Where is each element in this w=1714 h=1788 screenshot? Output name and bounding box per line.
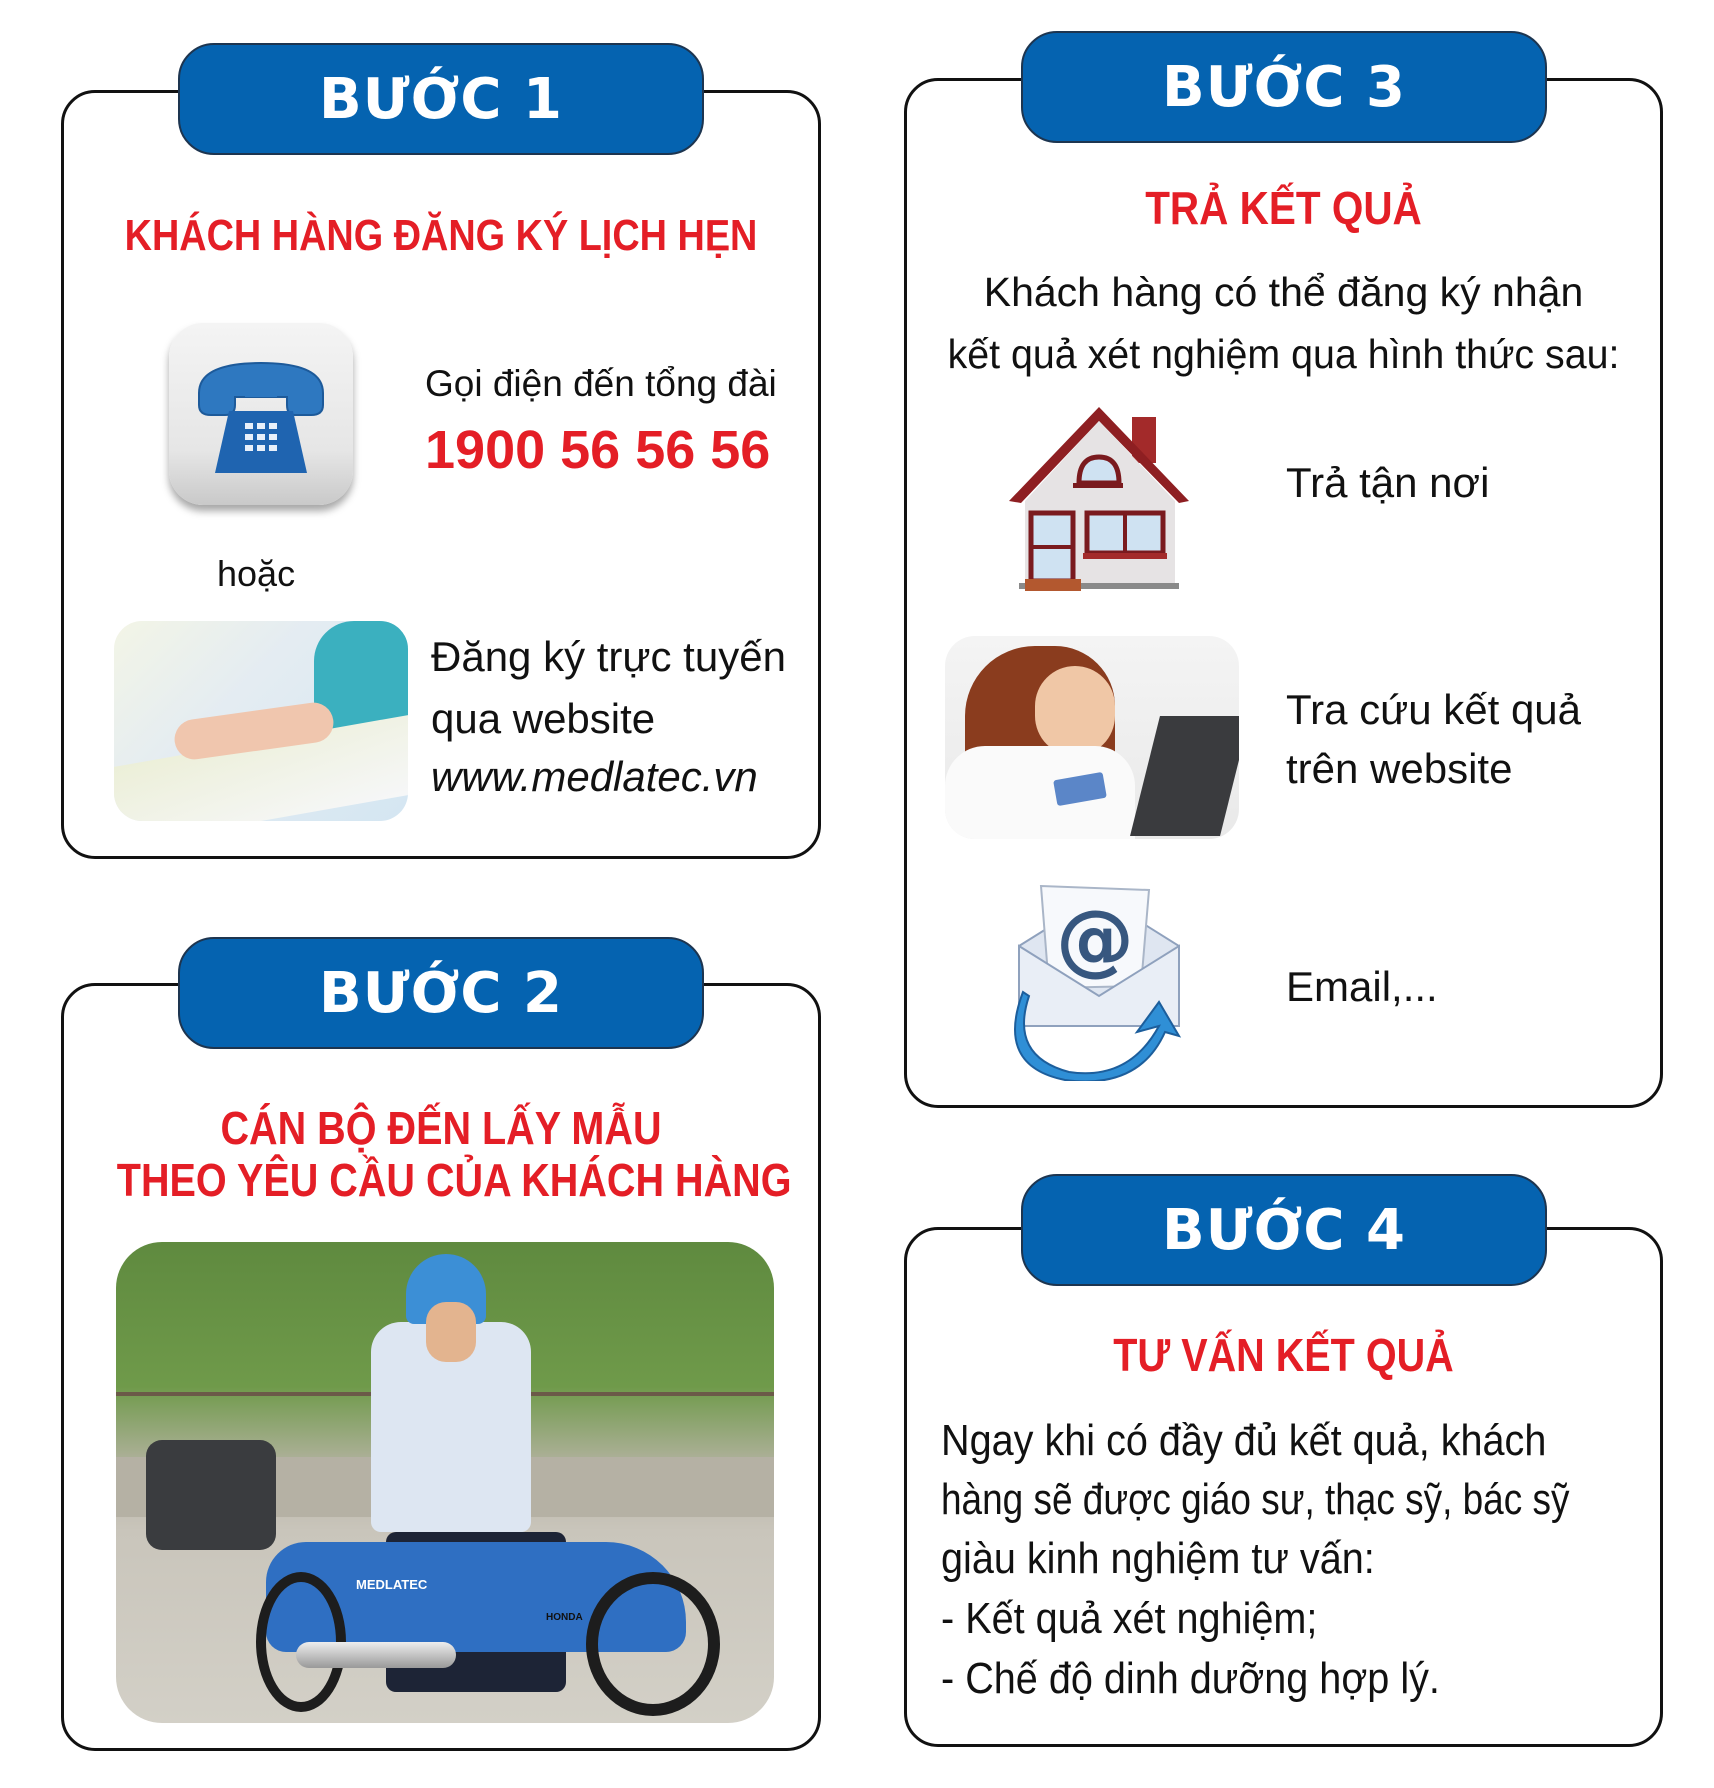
step4-body-line3: giàu kinh nghiệm tư vấn: [941, 1534, 1375, 1583]
option-web-lookup-line2: trên website [1286, 745, 1513, 792]
svg-text:@: @ [1056, 895, 1134, 985]
email-icon [1009, 876, 1189, 1081]
or-label: hoặc [217, 553, 296, 594]
call-label: Gọi điện đến tổng đài [425, 363, 777, 404]
option-email: Email,... [1286, 963, 1438, 1010]
website-link[interactable]: www.medlatec.vn [431, 753, 758, 800]
option-home-delivery: Trả tận nơi [1286, 459, 1490, 506]
online-line2: qua website [431, 695, 656, 742]
step3-panel [904, 78, 1663, 1108]
step2-badge: BƯỚC 2 [178, 937, 704, 1049]
step3-intro-line2: kết quả xét nghiệm qua hình thức sau: [947, 331, 1620, 377]
step4-body-line1: Ngay khi có đầy đủ kết quả, khách [941, 1416, 1547, 1465]
online-line1: Đăng ký trực tuyến [431, 633, 786, 680]
house-icon [1007, 403, 1192, 597]
step4-body-line2: hàng sẽ được giáo sư, thạc sỹ, bác sỹ [941, 1475, 1570, 1524]
step2-panel [61, 983, 821, 1751]
step4-title: TƯ VẤN KẾT QUẢ [1113, 1329, 1454, 1381]
hotline-number[interactable]: 1900 56 56 56 [425, 420, 771, 480]
step3-title: TRẢ KẾT QUẢ [1145, 182, 1422, 234]
step3-intro-line1: Khách hàng có thể đăng ký nhận [983, 269, 1584, 315]
option-web-lookup-line1: Tra cứu kết quả [1286, 686, 1582, 733]
step3-badge: BƯỚC 3 [1021, 31, 1547, 143]
staff-on-motorbike-photo [116, 1242, 774, 1723]
step4-body-line4: - Kết quả xét nghiệm; [941, 1594, 1318, 1643]
bike-brand: MEDLATEC [356, 1577, 428, 1592]
step4-body-line5: - Chế độ dinh dưỡng hợp lý. [941, 1654, 1440, 1703]
step2-title-line2: THEO YÊU CẦU CỦA KHÁCH HÀNG [116, 1154, 792, 1206]
typing-laptop-photo [114, 621, 408, 821]
step4-badge: BƯỚC 4 [1021, 1174, 1547, 1286]
step2-title-line1: CÁN BỘ ĐẾN LẤY MẪU [220, 1102, 662, 1154]
bike-make: HONDA [546, 1612, 583, 1623]
telephone-icon [169, 323, 353, 505]
step1-panel [61, 90, 821, 859]
woman-laptop-photo [945, 636, 1239, 839]
step4-panel [904, 1227, 1663, 1747]
step1-badge: BƯỚC 1 [178, 43, 704, 155]
step1-title: KHÁCH HÀNG ĐĂNG KÝ LỊCH HẸN [124, 211, 758, 260]
